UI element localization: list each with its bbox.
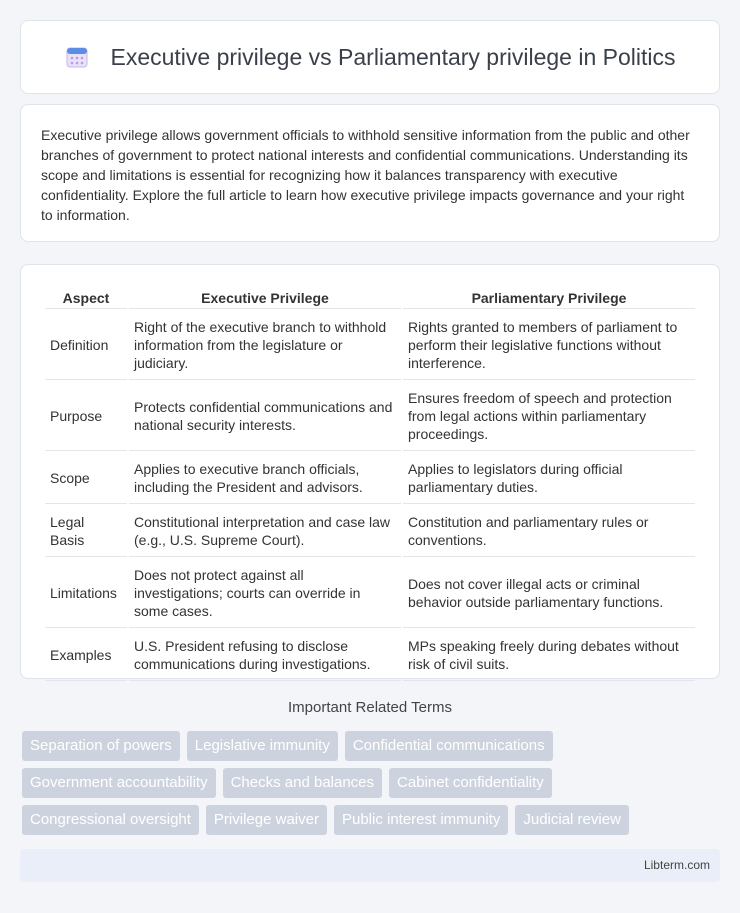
title-card [20,20,720,94]
row-executive: U.S. President refusing to disclose communications during investigations. [129,630,401,681]
intro-text: Executive privilege allows government officials to withhold sensitive information from the public and other branches of government to protect national interests and confidential communications. Understanding its scope and limitations is essential for recognizing how it balances transparency with executive confidentiality. Explore the full article to learn how executive privilege impacts governance and your right to information. [41,127,690,223]
table-row [45,311,695,380]
tag-row [22,805,722,835]
tag-row [22,731,722,761]
row-parliamentary: Ensures freedom of speech and protection from legal actions within parliamentary proceedings. [403,382,695,451]
table-row [45,630,695,681]
tag-judicial-review[interactable]: Judicial review [515,805,629,835]
page-title: Executive privilege vs Parliamentary privilege in Politics [110,43,676,70]
row-aspect: Definition [45,311,127,380]
table-row [45,382,695,451]
tag-confidential-communications[interactable]: Confidential communications [345,731,553,761]
row-parliamentary: Applies to legislators during official parliamentary duties. [403,453,695,504]
row-executive: Protects confidential communications and national security interests. [129,382,401,451]
calendar-icon [64,44,90,70]
tag-checks-and-balances[interactable]: Checks and balances [223,768,382,798]
table-row [45,453,695,504]
header-executive: Executive Privilege [129,287,401,309]
tag-separation-of-powers[interactable]: Separation of powers [22,731,180,761]
tag-legislative-immunity[interactable]: Legislative immunity [187,731,338,761]
row-executive: Right of the executive branch to withhold information from the legislature or judiciary. [129,311,401,380]
row-parliamentary: Does not cover illegal acts or criminal behavior outside parliamentary functions. [403,559,695,628]
row-aspect: Scope [45,453,127,504]
row-aspect: Legal Basis [45,506,127,557]
table-row [45,559,695,628]
row-aspect: Examples [45,630,127,681]
related-terms-title: Important Related Terms [288,699,452,716]
tag-cabinet-confidentiality[interactable]: Cabinet confidentiality [389,768,552,798]
row-executive: Applies to executive branch officials, including the President and advisors. [129,453,401,504]
row-parliamentary: MPs speaking freely during debates without risk of civil suits. [403,630,695,681]
header-aspect: Aspect [45,287,127,309]
table-row [45,506,695,557]
row-parliamentary: Constitution and parliamentary rules or conventions. [403,506,695,557]
tag-public-interest-immunity[interactable]: Public interest immunity [334,805,508,835]
row-executive: Constitutional interpretation and case law (e.g., U.S. Supreme Court). [129,506,401,557]
tag-government-accountability[interactable]: Government accountability [22,768,216,798]
related-terms [22,731,722,842]
intro-card [20,104,720,242]
comparison-card [20,264,720,679]
row-executive: Does not protect against all investigations; courts can override in some cases. [129,559,401,628]
footer [20,849,720,882]
row-aspect: Purpose [45,382,127,451]
footer-site[interactable]: Libterm.com [643,858,710,872]
tag-congressional-oversight[interactable]: Congressional oversight [22,805,199,835]
tag-row [22,768,722,798]
row-parliamentary: Rights granted to members of parliament to perform their legislative functions without interference. [403,311,695,380]
tag-privilege-waiver[interactable]: Privilege waiver [206,805,327,835]
table-header-row [45,287,695,309]
header-parliamentary: Parliamentary Privilege [403,287,695,309]
row-aspect: Limitations [45,559,127,628]
comparison-table [43,285,697,683]
